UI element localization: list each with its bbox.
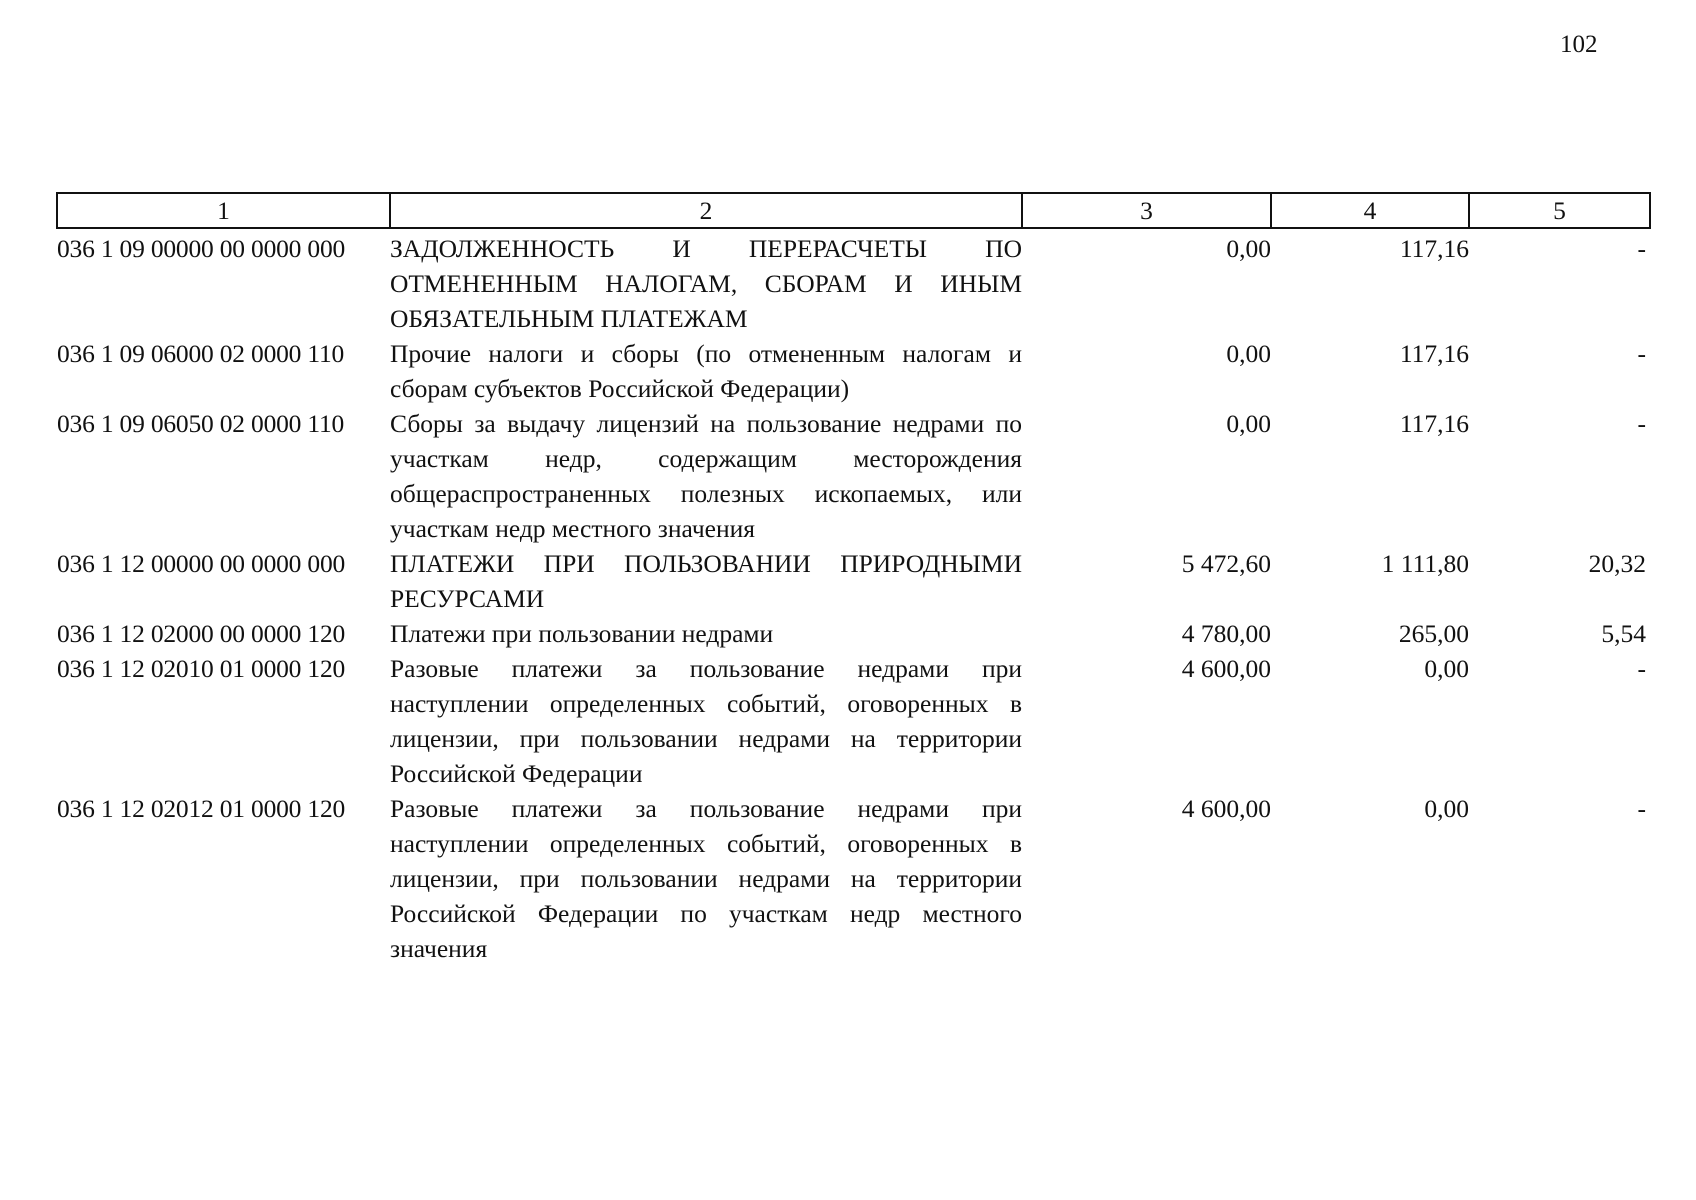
table-row [57,546,1650,616]
budget-table [56,192,1651,966]
header-col-2: 2 [390,193,1022,228]
row-value-col3: 5 472,60 [1181,549,1271,578]
row-value-col5: 5,54 [1601,619,1646,648]
row-name: Сборы за выдачу лицензий на пользование недрами по участкам недр, содержащим месторождения общераспространенных полезных ископаемых, или участкам недр местного значения [390,409,1022,543]
row-value-col3: 4 600,00 [1181,654,1271,683]
row-name: Разовые платежи за пользование недрами при наступлении определенных событий, оговоренных в лицензии, при пользовании недрами на территории Российской Федерации по участкам недр местного значения [390,794,1022,963]
row-value-col4: 117,16 [1399,409,1469,438]
row-value-col4: 265,00 [1398,619,1469,648]
row-value-col3: 4 780,00 [1181,619,1271,648]
row-value-col3: 0,00 [1226,234,1271,263]
row-value-col5: - [1637,409,1646,438]
row-code: 036 1 12 02010 01 0000 120 [57,654,346,683]
row-value-col4: 117,16 [1399,339,1469,368]
row-value-col3: 4 600,00 [1181,794,1271,823]
row-value-col4: 117,16 [1399,234,1469,263]
table-header [57,193,1650,228]
row-name: Разовые платежи за пользование недрами при наступлении определенных событий, оговоренных в лицензии, при пользовании недрами на территории Российской Федерации [390,654,1022,788]
table-row [57,406,1650,546]
row-name: Платежи при пользовании недрами [390,619,774,648]
header-col-5: 5 [1469,193,1650,228]
row-value-col5: - [1637,794,1646,823]
row-value-col5: 20,32 [1588,549,1646,578]
row-code: 036 1 12 02000 00 0000 120 [57,619,346,648]
page-number: 102 [1560,31,1598,58]
row-value-col3: 0,00 [1226,339,1271,368]
row-code: 036 1 09 06000 02 0000 110 [57,339,345,368]
row-value-col5: - [1637,654,1646,683]
table-row [57,336,1650,406]
row-value-col5: - [1637,234,1646,263]
table-body [57,228,1650,966]
table-row [57,651,1650,791]
row-value-col5: - [1637,339,1646,368]
table-row [57,616,1650,651]
row-value-col4: 0,00 [1424,654,1469,683]
header-col-1: 1 [57,193,390,228]
row-value-col3: 0,00 [1226,409,1271,438]
table-row [57,228,1650,336]
header-col-4: 4 [1271,193,1469,228]
row-code: 036 1 12 00000 00 0000 000 [57,549,346,578]
table-row [57,791,1650,966]
row-code: 036 1 12 02012 01 0000 120 [57,794,346,823]
row-name: Прочие налоги и сборы (по отмененным налогам и сборам субъектов Российской Федерации) [390,339,1022,403]
row-value-col4: 0,00 [1424,794,1469,823]
row-code: 036 1 09 06050 02 0000 110 [57,409,345,438]
row-name: ПЛАТЕЖИ ПРИ ПОЛЬЗОВАНИИ ПРИРОДНЫМИ РЕСУРСАМИ [390,549,1022,613]
row-value-col4: 1 111,80 [1381,549,1469,578]
header-row [57,193,1650,228]
row-code: 036 1 09 00000 00 0000 000 [57,234,346,263]
header-col-3: 3 [1022,193,1271,228]
row-name: ЗАДОЛЖЕННОСТЬ И ПЕРЕРАСЧЕТЫ ПО ОТМЕНЕННЫМ НАЛОГАМ, СБОРАМ И ИНЫМ ОБЯЗАТЕЛЬНЫМ ПЛАТЕЖАМ [390,234,1022,333]
